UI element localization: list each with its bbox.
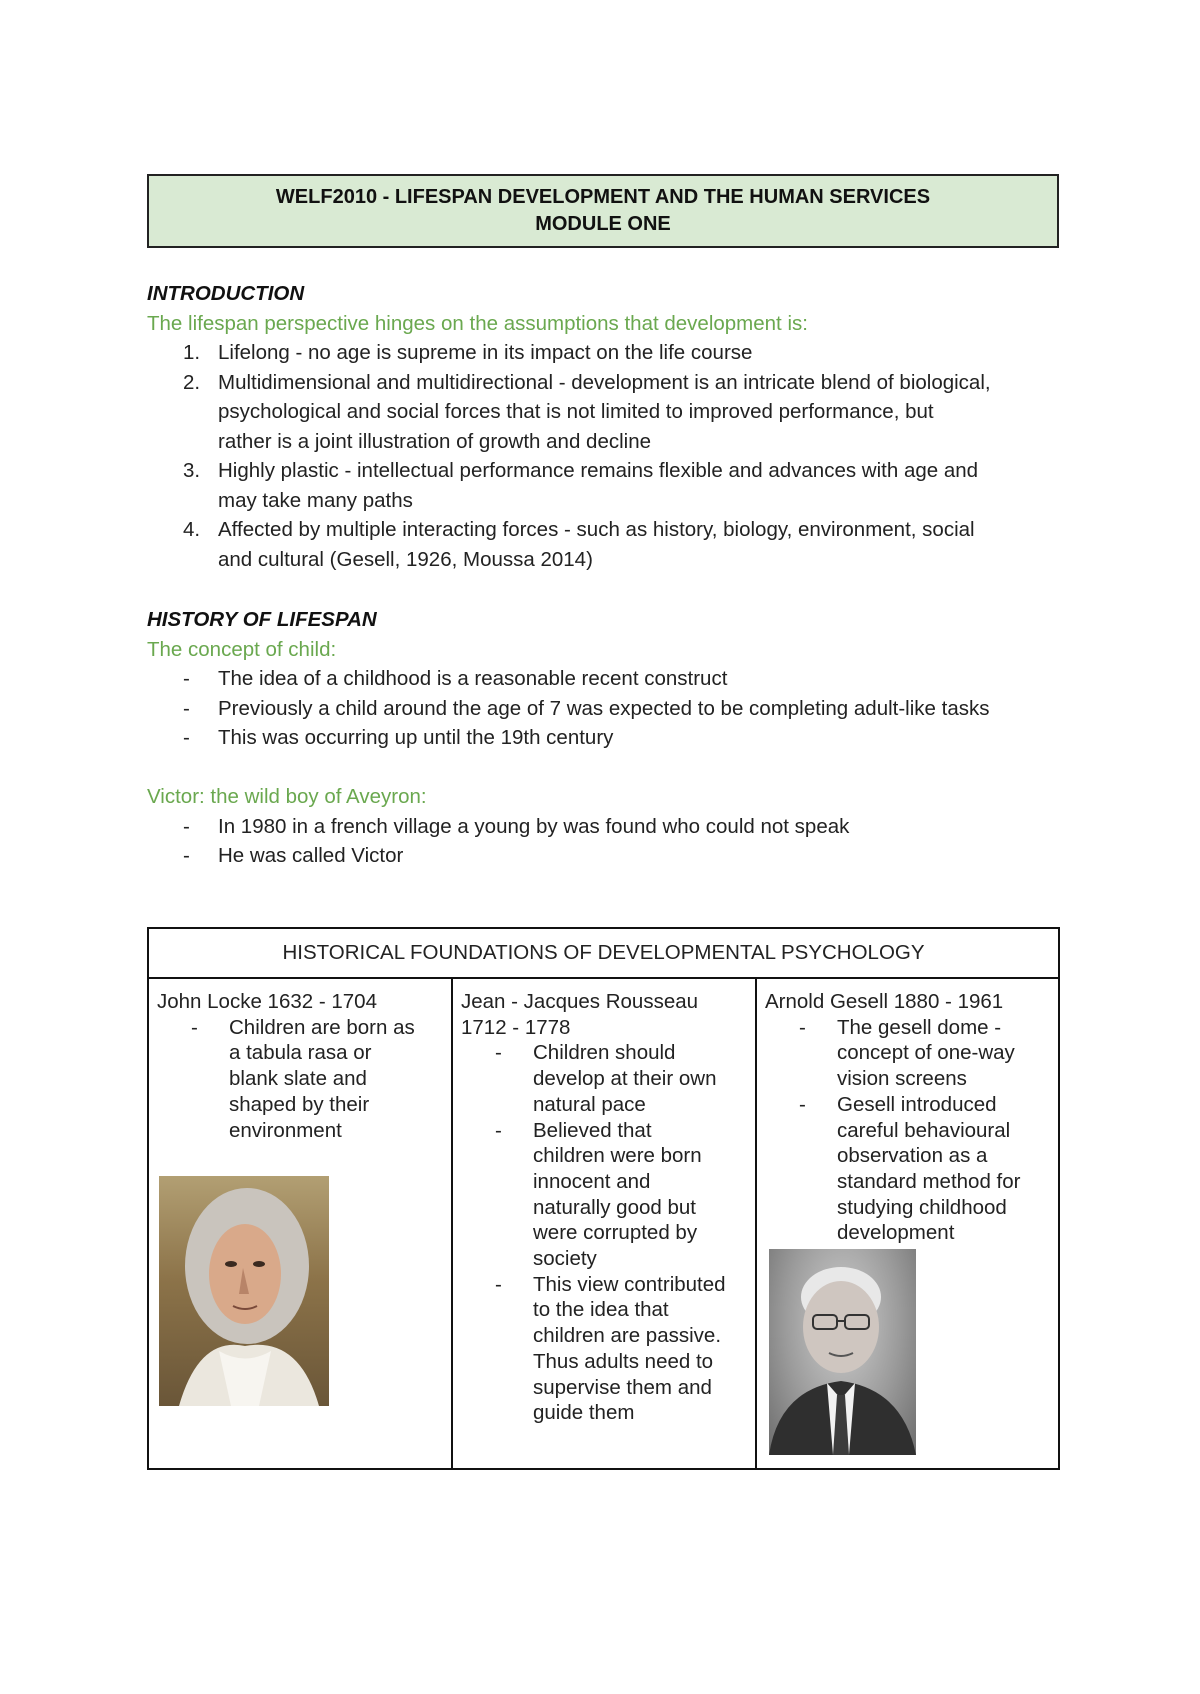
list-line: development [837,1221,955,1245]
list-line: Affected by multiple interacting forces - such as history, biology, environment, social [218,518,975,541]
list-line: children are passive. [533,1324,722,1348]
cell-bullets [461,1040,747,1426]
concept-list [147,664,1067,753]
table-header: HISTORICAL FOUNDATIONS OF DEVELOPMENTAL PSYCHOLOGY [149,929,1058,979]
cell-title: John Locke 1632 - 1704 [157,990,377,1013]
list-line: Highly plastic - intellectual performance remains flexible and advances with age and [218,459,979,482]
list-line: guide them [533,1401,635,1425]
list-line: to the idea that [533,1298,669,1322]
title-box [147,174,1059,248]
table-cell-gesell [757,979,1058,1468]
concept-heading: The concept of child: [147,637,337,661]
title-line-2: MODULE ONE [535,213,671,235]
victor-list [147,812,1067,871]
list-item [147,515,1067,574]
cell-bullets [157,1015,443,1144]
list-line: studying childhood [837,1195,1007,1219]
list-item: - He was called Victor [183,844,404,867]
list-item: - Children should develop at their own natural pace [461,1040,747,1117]
list-item: - In 1980 in a french village a young by was found who could not speak [183,814,850,838]
list-line: vision screens [837,1067,967,1091]
title-line-1: WELF2010 - LIFESPAN DEVELOPMENT AND THE HUMAN SERVICES [275,186,931,208]
introduction-section [147,279,1067,574]
list-item: - Gesell introduced careful behavioural observation as a standard method for studying childhood development [765,1092,1050,1246]
list-item: - This was occurring up until the 19th century [183,726,614,749]
list-item: - This view contributed to the idea that children are passive. Thus adults need to supervise them and guide them [461,1272,747,1426]
list-line: a tabula rasa or [229,1041,372,1065]
list-line: innocent and [533,1169,651,1193]
arnold-gesell-portrait [769,1249,916,1455]
list-line: Thus adults need to [533,1349,714,1373]
history-section [147,605,1067,871]
list-line: were corrupted by [533,1221,698,1245]
list-line: society [533,1247,597,1271]
list-line: rather is a joint illustration of growth and decline [218,429,652,453]
introduction-heading: INTRODUCTION [147,282,305,305]
list-line: Gesell introduced [837,1092,997,1116]
list-text: Previously a child around the age of 7 was expected to be completing adult-like tasks [218,696,990,720]
list-text: This was occurring up until the 19th century [218,726,614,749]
list-line: observation as a [837,1144,988,1168]
list-line: standard method for [837,1169,1021,1193]
introduction-list [147,338,1067,574]
list-number: 3. [183,459,201,482]
list-line: may take many paths [218,488,413,512]
list-number: 2. [183,370,201,394]
cell-bullets [765,1015,1050,1246]
list-line: blank slate and [229,1067,367,1091]
history-heading: HISTORY OF LIFESPAN [147,608,377,631]
list-text: The idea of a childhood is a reasonable recent construct [218,667,728,690]
cell-title: 1712 - 1778 [461,1015,571,1039]
list-line: develop at their own [533,1067,717,1091]
list-line: Multidimensional and multidirectional - development is an intricate blend of biological, [218,370,991,394]
historical-foundations-table [147,927,1060,1470]
list-line: naturally good but [533,1195,696,1219]
list-item [147,456,1067,515]
portrait-illustration [159,1176,329,1406]
list-item: - Previously a child around the age of 7 was expected to be completing adult-like tasks [183,696,990,720]
table-row [149,979,1058,1468]
list-line: Believed that [533,1118,652,1142]
list-line: natural pace [533,1092,646,1116]
list-line: environment [229,1118,342,1142]
cell-title: Jean - Jacques Rousseau [461,990,699,1013]
list-item: - Believed that children were born innocent and naturally good but were corrupted by society [461,1118,747,1272]
list-line: children were born [533,1144,702,1168]
list-item: - The gesell dome - concept of one-way vision screens [765,1015,1050,1092]
list-item [147,368,1067,457]
list-line: careful behavioural [837,1118,1011,1142]
list-text: He was called Victor [218,844,404,867]
list-line: Children are born as [229,1015,415,1039]
list-line: and cultural (Gesell, 1926, Moussa 2014) [218,547,593,571]
list-line: Children should [533,1041,676,1065]
list-number: 4. [183,518,201,541]
list-line: supervise them and [533,1375,712,1399]
table-cell-rousseau [453,979,757,1468]
cell-title: Arnold Gesell 1880 - 1961 [765,990,1004,1013]
list-line: psychological and social forces that is not limited to improved performance, but [218,400,934,423]
list-item [147,338,1067,368]
introduction-subheading: The lifespan perspective hinges on the assumptions that development is: [147,311,808,335]
john-locke-portrait [159,1176,329,1406]
list-line: This view contributed [533,1272,726,1296]
list-text: In 1980 in a french village a young by was found who could not speak [218,814,850,838]
list-item: - Children are born as a tabula rasa or blank slate and shaped by their environment [157,1015,443,1144]
list-line: Lifelong - no age is supreme in its impact on the life course [218,341,753,364]
list-number: 1. [183,341,201,364]
spacer [147,753,1067,783]
portrait-illustration [769,1249,916,1455]
table-cell-locke [149,979,453,1468]
list-line: concept of one-way [837,1041,1015,1065]
list-line: The gesell dome - [837,1015,1002,1039]
victor-heading: Victor: the wild boy of Aveyron: [147,785,427,808]
list-item: - The idea of a childhood is a reasonable recent construct [183,667,728,690]
list-line: shaped by their [229,1092,370,1116]
